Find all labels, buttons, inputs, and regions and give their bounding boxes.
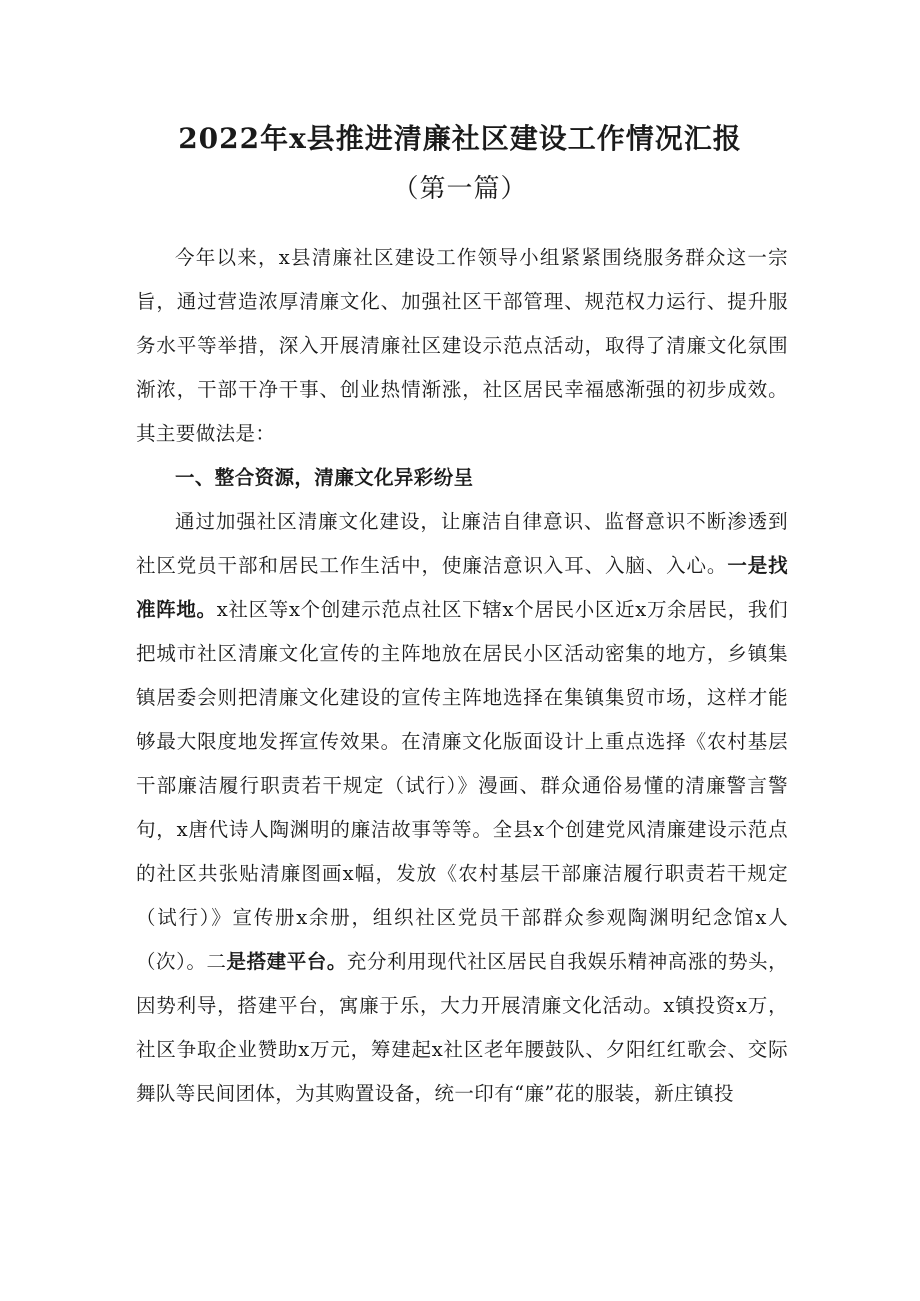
document-body <box>136 236 788 1116</box>
intro-paragraph: 今年以来，x县清廉社区建设工作领导小组紧紧围绕服务群众这一宗旨，通过营造浓厚清廉文化、加强社区干部管理、规范权力运行、提升服务水平等举措，深入开展清廉社区建设示范点活动，取得了清廉文化氛围渐浓，干部干净干事、创业热情渐涨，社区居民幸福感渐强的初步成效。其主要做法是： <box>136 246 788 445</box>
point-2-text: 充分利用现代社区居民自我娱乐精神高涨的势头，因势利导，搭建平台，寓廉于乐，大力开展清廉文化活动。x镇投资x万，社区争取企业赞助x万元，筹建起x社区老年腰鼓队、夕阳红红歌会、交际舞队等民间团体，为其购置设备，统一印有“廉”花的服装，新庄镇投 <box>136 950 788 1105</box>
point-1-label: 一是找准阵地。 <box>136 554 788 621</box>
section-heading-1: 一、整合资源，清廉文化异彩纷呈 <box>175 466 474 489</box>
section-1-lead: 通过加强社区清廉文化建设，让廉洁自律意识、监督意识不断渗透到社区党员干部和居民工作生活中，使廉洁意识入耳、入脑、入心。 <box>136 510 788 577</box>
document-title: 2022年x县推进清廉社区建设工作情况汇报 <box>178 122 742 155</box>
section-1-paragraph <box>136 500 788 1116</box>
document-subtitle: （第一篇） <box>392 174 528 204</box>
point-2-label: 是搭建平台。 <box>226 950 347 973</box>
point-1-text: x社区等x个创建示范点社区下辖x个居民小区近x万余居民，我们把城市社区清廉文化宣传的主阵地放在居民小区活动密集的地方，乡镇集镇居委会则把清廉文化建设的宣传主阵地选择在集镇集贸市场，这样才能够最大限度地发挥宣传效果。在清廉文化版面设计上重点选择《农村基层干部廉洁履行职责若干规定（试行）》漫画、群众通俗易懂的清廉警言警句，x唐代诗人陶渊明的廉洁故事等等。全县x个创建党风清廉建设示范点的社区共张贴清廉图画x幅，发放《农村基层干部廉洁履行职责若干规定（试行）》宣传册x余册，组织社区党员干部群众参观陶渊明纪念馆x人（次）。二 <box>136 598 788 973</box>
